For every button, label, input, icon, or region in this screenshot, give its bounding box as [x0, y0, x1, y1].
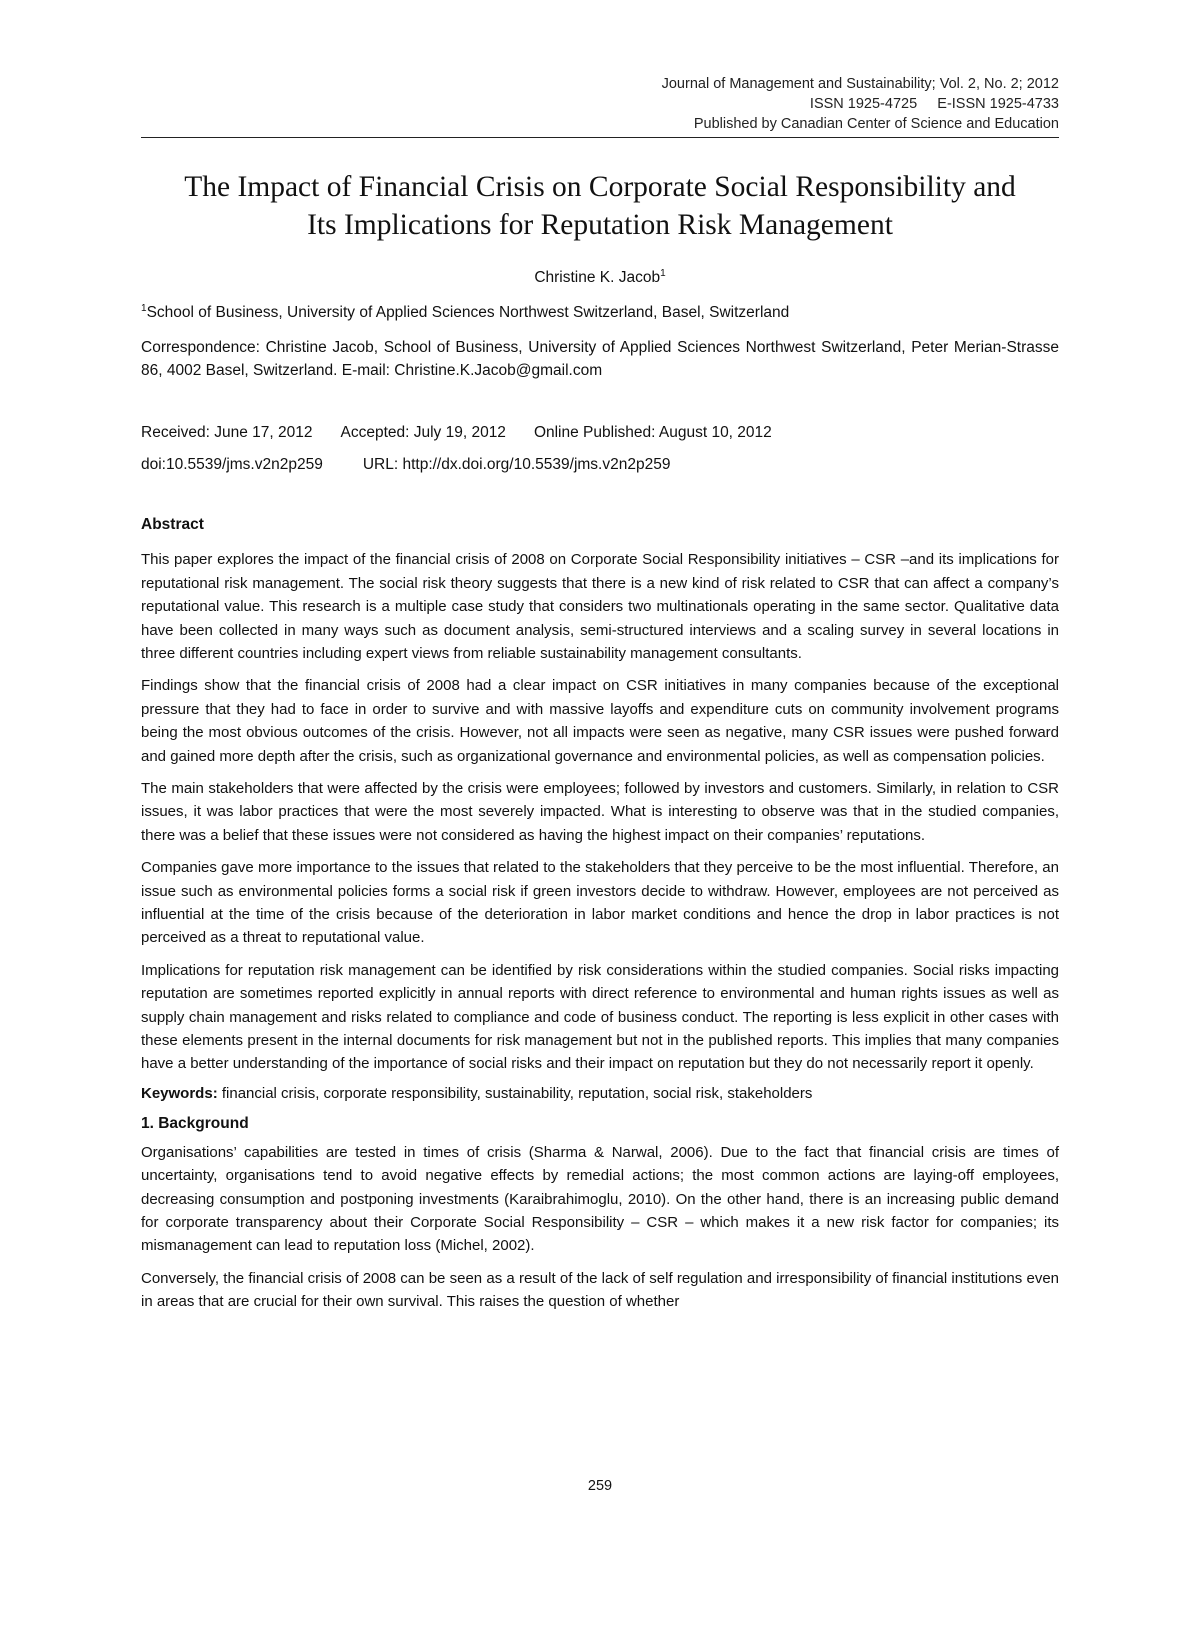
publisher-line: Published by Canadian Center of Science and Education: [693, 116, 1059, 132]
affiliation-mark: 1: [141, 303, 147, 315]
received-date: Received: June 17, 2012: [141, 424, 313, 442]
keywords-text: financial crisis, corporate responsibility, sustainability, reputation, social risk, stakeholders: [221, 1084, 813, 1102]
abstract-heading: Abstract: [141, 516, 204, 534]
keywords: [141, 1082, 1059, 1105]
affiliation: [141, 298, 1059, 324]
correspondence: Correspondence: Christine Jacob, School of Business, University of Applied Sciences Northwest Switzerland, Peter Merian-Strasse 86, 4002 Basel, Switzerland. E-mail: Christine.K.Jacob@gmail.com: [141, 339, 1059, 380]
publication-dates: [141, 422, 1059, 444]
header-divider: [141, 137, 1059, 138]
title-line-2: Its Implications for Reputation Risk Management: [307, 209, 893, 241]
affiliation-text: School of Business, University of Applied Sciences Northwest Switzerland, Basel, Switzerland: [146, 304, 790, 322]
author-affiliation-mark: 1: [660, 268, 666, 279]
body-paragraph: Conversely, the financial crisis of 2008 can be seen as a result of the lack of self regulation and irresponsibility of financial institutions even in areas that are crucial for their own survival. This raises the question of whether: [141, 1269, 1059, 1311]
journal-header: [141, 74, 1059, 134]
doi[interactable]: doi:10.5539/jms.v2n2p259: [141, 456, 323, 474]
abstract-paragraph: This paper explores the impact of the financial crisis of 2008 on Corporate Social Responsibility initiatives – CSR –and its implications for reputational risk management. The social risk theory suggests that there is a new kind of risk related to CSR that can affect a company’s reputational value. This research is a multiple case study that considers two multinationals operating in the same sector. Qualitative data have been collected in many ways such as document analysis, semi-structured interviews and a scaling survey in several locations in three different countries including expert views from reliable sustainability management consultants.: [141, 551, 1059, 662]
title-line-1: The Impact of Financial Crisis on Corporate Social Responsibility and: [184, 171, 1016, 203]
accepted-date: Accepted: July 19, 2012: [340, 424, 506, 442]
article-page: [141, 74, 1059, 1314]
abstract-paragraph: Implications for reputation risk management can be identified by risk considerations within the studied companies. Social risks impacting reputation are sometimes reported explicitly in annual reports with direct reference to environmental and human rights issues as well as supply chain management and risks related to compliance and code of business conduct. The reporting is less explicit in other cases with these elements present in the internal documents for risk management but not in the published reports. This implies that many companies have a better understanding of the importance of social risks and their impact on reputation but they do not necessarily report it openly.: [141, 961, 1059, 1073]
body-paragraph: Organisations’ capabilities are tested in times of crisis (Sharma & Narwal, 2006). Due to the fact that financial crisis are times of uncertainty, organisations tend to avoid negative effects by remedial actions; the most common actions are laying-off employees, decreasing consumption and postponing investments (Karaibrahimoglu, 2010). On the other hand, there is an increasing public demand for corporate transparency about their Corporate Social Responsibility – CSR – which makes it a new risk factor for companies; its mismanagement can lead to reputation loss (Michel, 2002).: [141, 1143, 1059, 1255]
author-name: Christine K. Jacob: [534, 269, 661, 287]
section-heading-background: 1. Background: [141, 1114, 249, 1132]
keywords-label: Keywords:: [141, 1084, 218, 1102]
abstract-paragraph: The main stakeholders that were affected by the crisis were employees; followed by investors and customers. Similarly, in relation to CSR issues, it was labor practices that were the most severely impacted. What is interesting to observe was that in the studied companies, there was a belief that these issues were not considered as having the highest impact on their companies’ reputations.: [141, 779, 1059, 844]
abstract-paragraph: Findings show that the financial crisis of 2008 had a clear impact on CSR initiatives in many companies because of the exceptional pressure that they had to face in order to survive and with massive layoffs and expenditure cuts on community involvement programs being the most obvious outcomes of the crisis. However, not all impacts were seen as negative, many CSR issues were pushed forward and gained more depth after the crisis, such as organizational governance and environmental policies, as well as compensation policies.: [141, 677, 1059, 765]
issn-line: ISSN 1925-4725 E-ISSN 1925-4733: [809, 96, 1059, 112]
article-identifiers: [141, 454, 1059, 476]
journal-line: Journal of Management and Sustainability; Vol. 2, No. 2; 2012: [661, 76, 1059, 92]
article-url[interactable]: URL: http://dx.doi.org/10.5539/jms.v2n2p259: [362, 456, 671, 474]
abstract-paragraph: Companies gave more importance to the issues that related to the stakeholders that they perceive to be the most influential. Therefore, an issue such as environmental policies forms a social risk if green investors decide to withdraw. However, employees are not perceived as influential at the time of the crisis because of the deterioration in labor market conditions and hence the drop in labor practices is not perceived as a threat to reputational value.: [141, 859, 1059, 947]
published-date: Online Published: August 10, 2012: [533, 424, 772, 442]
page-number: 259: [587, 1478, 613, 1494]
article-title: [141, 168, 1059, 244]
author: [141, 264, 1059, 288]
